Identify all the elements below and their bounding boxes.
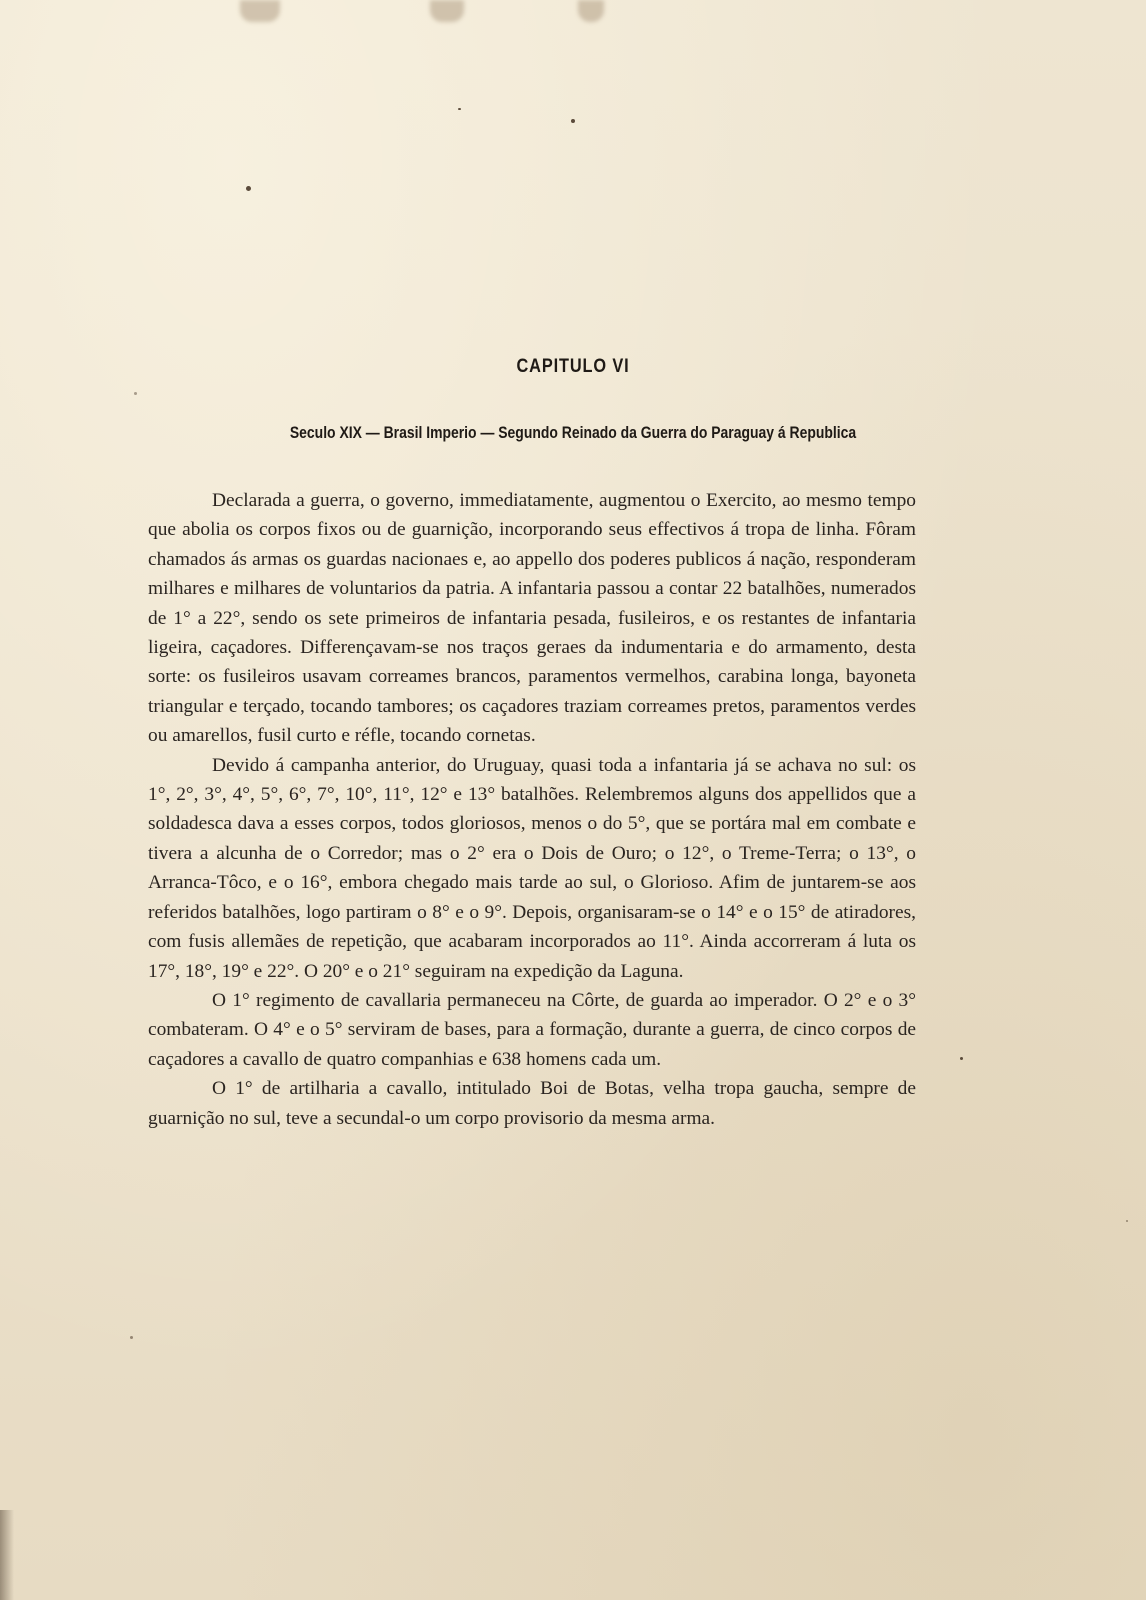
paper-speck — [458, 108, 461, 110]
paper-speck — [130, 1336, 133, 1339]
chapter-subtitle: Seculo XIX — Brasil Imperio — Segundo Reinado da Guerra do Paraguay á Republica — [289, 423, 857, 442]
paper-speck — [134, 392, 137, 395]
paragraph: Devido á campanha anterior, do Uruguay, quasi toda a infantaria já se achava no sul: os 1°, 2°, 3°, 4°, 5°, 6°, 7°, 10°, 11°, 12° e 13° batalhões. Relembremos alguns dos appellidos que a soldadesca dava a esses corpos, todos gloriosos, menos o do 5°, que se portára mal em combate e tivera a alcunha de o Corredor; mas o 2° era o Dois de Ouro; o 12°, o Treme-Terra; o 13°, o Arranca-Tôco, e o 16°, embora chegado mais tarde ao sul, o Glorioso. Afim de juntarem-se aos referidos batalhões, logo partiram o 8° e o 9°. Depois, organisaram-se o 14° e o 15° de atiradores, com fusis allemães de repetição, que acabaram incorporados ao 11°. Ainda accorreram á luta os 17°, 18°, 19° e 22°. O 20° e o 21° seguiram na expedição da Laguna. — [148, 754, 916, 982]
paper-stain — [240, 0, 280, 22]
paper-speck — [1126, 1220, 1128, 1222]
paper-edge-mark — [0, 1510, 14, 1600]
paper-stain — [578, 0, 604, 22]
chapter-body — [148, 486, 916, 1133]
chapter-title: CAPITULO VI — [516, 356, 630, 377]
paragraph: Declarada a guerra, o governo, immediatamente, augmentou o Exercito, ao mesmo tempo que abolia os corpos fixos ou de guarnição, incorporando seus effectivos á tropa de linha. Fôram chamados ás armas os guardas nacionaes e, ao appello dos poderes publicos á nação, responderam milhares e milhares de voluntarios da patria. A infantaria passou a contar 22 batalhões, numerados de 1° a 22°, sendo os sete primeiros de infantaria pesada, fusileiros, e os restantes de infantaria ligeira, caçadores. Differençavam-se nos traços geraes da indumentaria e do armamento, desta sorte: os fusileiros usavam correames brancos, paramentos vermelhos, carabina longa, bayoneta triangular e terçado, tocando tambores; os caçadores traziam correames pretos, paramentos verdes ou amarellos, fusil curto e réfle, tocando cornetas. — [148, 490, 916, 747]
paper-speck — [246, 186, 251, 191]
paragraph: O 1° de artilharia a cavallo, intitulado Boi de Botas, velha tropa gaucha, sempre de guarnição no sul, teve a secundal-o um corpo provisorio da mesma arma. — [148, 1078, 916, 1129]
paper-speck — [960, 1057, 963, 1060]
paper-stain — [430, 0, 464, 22]
paragraph: O 1° regimento de cavallaria permaneceu na Côrte, de guarda ao imperador. O 2° e o 3° combateram. O 4° e o 5° serviram de bases, para a formação, durante a guerra, de cinco corpos de caçadores a cavallo de quatro companhias e 638 homens cada um. — [148, 989, 916, 1070]
paper-speck — [571, 119, 575, 123]
